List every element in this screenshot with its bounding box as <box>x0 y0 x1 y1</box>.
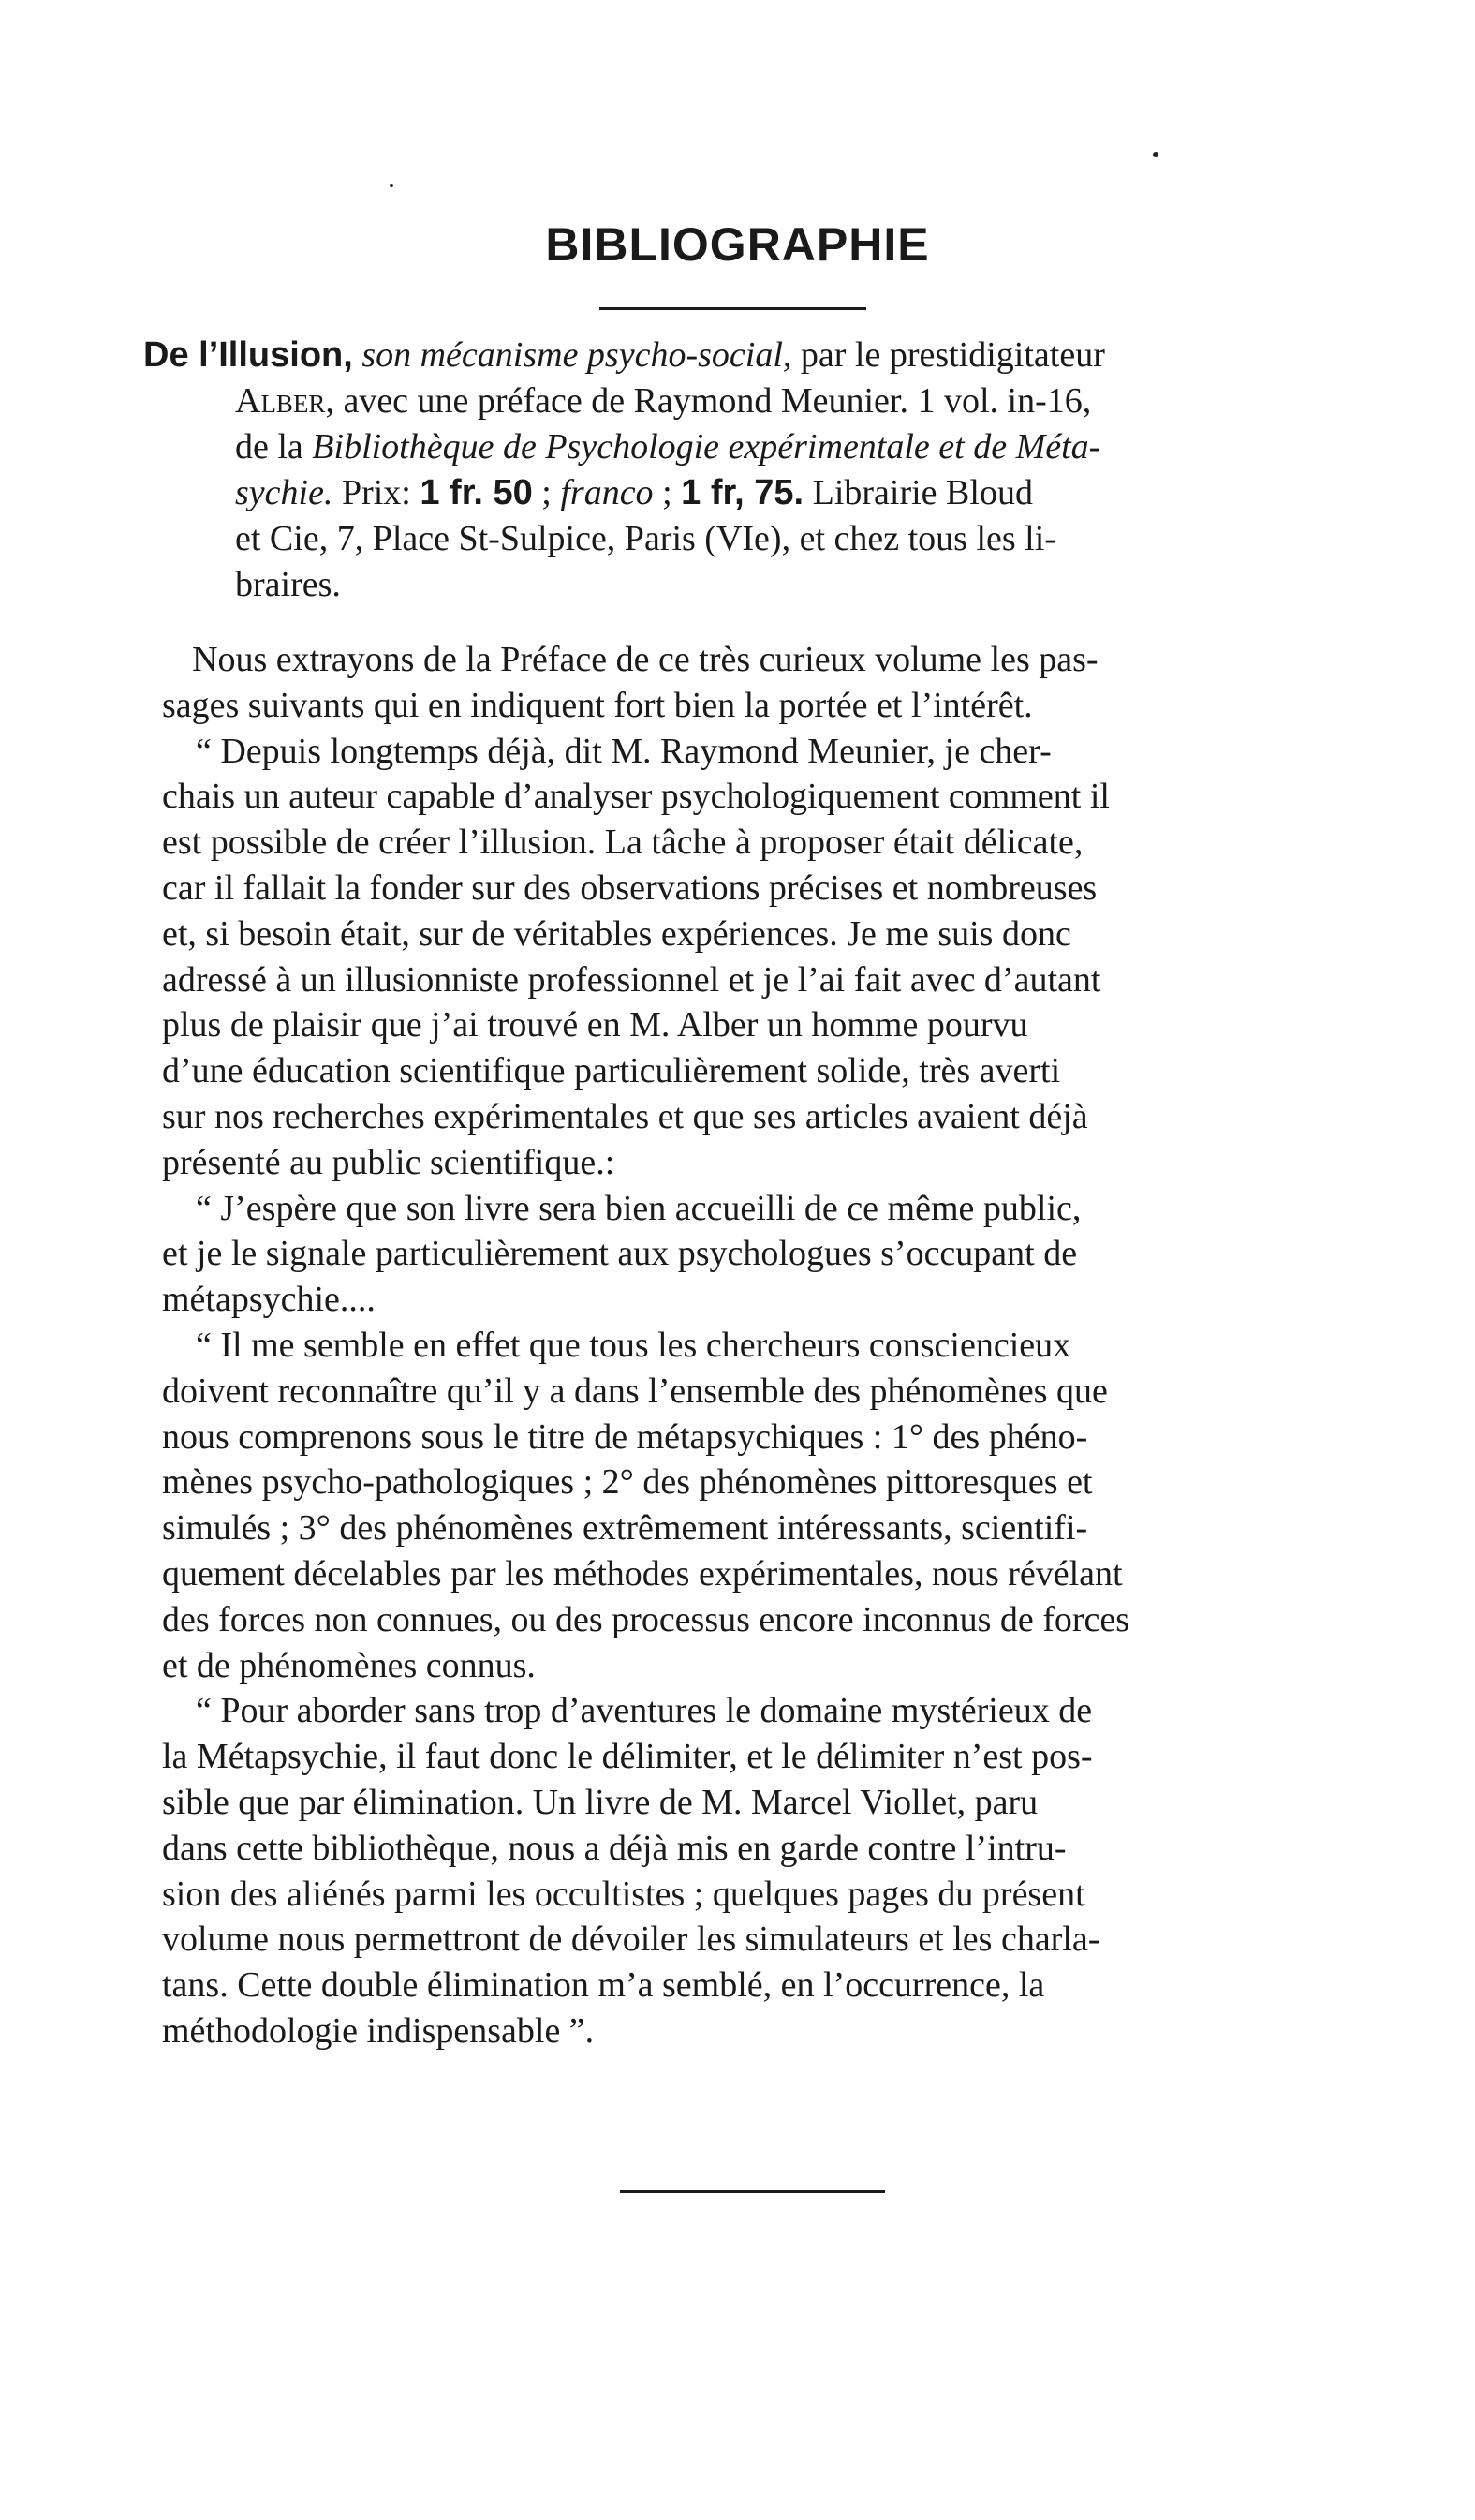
text-line: la Métapsychie, il faut donc le délimiter, et le délimiter n’est pos- <box>162 1737 1093 1777</box>
entry-text-run: braires. <box>235 565 341 604</box>
entry-text-run <box>353 335 362 375</box>
closing-rule <box>620 2190 885 2193</box>
text-line: Nous extrayons de la Préface de ce très curieux volume les pas- <box>192 640 1099 679</box>
entry-text-run: de la <box>235 427 313 467</box>
entry-text-run: 1 fr, 75. <box>681 473 804 512</box>
entry-text-run: De l’Illusion, <box>143 335 353 375</box>
review-text <box>162 637 1351 2054</box>
ink-speck <box>1153 152 1158 157</box>
text-line: et, si besoin était, sur de véritables expériences. Je me suis donc <box>162 913 1071 954</box>
text-line: simulés ; 3° des phénomènes extrêmement intéressants, scientifi- <box>162 1508 1088 1549</box>
text-line: méthodologie indispensable ”. <box>162 2010 595 2051</box>
text-line: tans. Cette double élimination m’a semblé, en l’occurrence, la <box>162 1965 1045 2006</box>
text-line: “ J’espère que son livre sera bien accueilli de ce même public, <box>196 1188 1082 1228</box>
text-line: sur nos recherches expérimentales et que ses articles avaient déjà <box>162 1096 1088 1136</box>
entry-text-run: et Cie, 7, Place St-Sulpice, Paris (VIe), et chez tous les li- <box>235 519 1056 558</box>
text-line: chais un auteur capable d’analyser psychologiquement comment il <box>162 777 1110 817</box>
title-rule <box>599 307 866 310</box>
text-line: volume nous permettront de dévoiler les simulateurs et les charla- <box>162 1920 1100 1960</box>
text-line: présenté au public scientifique.: <box>162 1142 615 1182</box>
text-line: doivent reconnaître qu’il y a dans l’ensemble des phénomènes que <box>162 1371 1108 1411</box>
entry-line <box>143 562 1333 608</box>
entry-text-run: Bibliothèque de Psychologie expérimentale et de Méta- <box>312 427 1101 467</box>
entry-text-run: Alber <box>235 381 326 421</box>
text-line: sion des aliénés parmi les occultistes ; quelques pages du présent <box>162 1874 1085 1914</box>
entry-text-run: 1 fr. 50 <box>420 473 533 512</box>
text-line: “ Il me semble en effet que tous les chercheurs consciencieux <box>196 1325 1071 1365</box>
entry-line <box>143 378 1333 424</box>
text-line: car il fallait la fonder sur des observations précises et nombreuses <box>162 867 1098 908</box>
entry-text-run: par le prestidigitateur <box>791 335 1105 375</box>
ink-speck <box>390 184 393 187</box>
text-line: sible que par élimination. Un livre de M. Marcel Viollet, paru <box>162 1782 1039 1822</box>
text-line: plus de plaisir que j’ai trouvé en M. Alber un homme pourvu <box>162 1005 1028 1045</box>
entry-line <box>143 470 1333 516</box>
text-line: d’une éducation scientifique particulièrement solide, très averti <box>162 1051 1061 1091</box>
entry-text-run: sychie. <box>235 473 333 512</box>
text-line: adressé à un illusionniste professionnel et je l’ai fait avec d’autant <box>162 959 1101 1000</box>
text-line: des forces non connues, ou des processus encore inconnus de forces <box>162 1599 1130 1639</box>
text-line: est possible de créer l’illusion. La tâche à proposer était délicate, <box>162 823 1084 863</box>
text-line: “ Pour aborder sans trop d’aventures le domaine mystérieux de <box>196 1691 1093 1731</box>
text-line: métapsychie.... <box>162 1280 376 1320</box>
page-title: BIBLIOGRAPHIE <box>545 218 930 271</box>
text-line: quement décelables par les méthodes expérimentales, nous révélant <box>162 1553 1123 1594</box>
entry-text-run: Prix: <box>332 473 420 512</box>
entry-line <box>143 424 1333 470</box>
text-line: dans cette bibliothèque, nous a déjà mis en garde contre l’intru- <box>162 1828 1067 1868</box>
text-line: et de phénomènes connus. <box>162 1645 536 1685</box>
entry-text-run: ; <box>653 473 682 512</box>
entry-line <box>143 333 1333 378</box>
text-line: “ Depuis longtemps déjà, dit M. Raymond Meunier, je cher- <box>196 731 1052 771</box>
text-line: mènes psycho-pathologiques ; 2° des phénomènes pittoresques et <box>162 1462 1093 1503</box>
text-line: sages suivants qui en indiquent fort bien la portée et l’intérêt. <box>162 685 1033 725</box>
entry-text-run: franco <box>560 473 654 512</box>
entry-text-run: ; <box>532 473 561 512</box>
entry-text-run: Librairie Bloud <box>804 473 1033 512</box>
text-line: nous comprenons sous le titre de métapsychiques : 1° des phéno- <box>162 1416 1088 1457</box>
entry-text-run: son mécanisme psycho-social, <box>361 335 792 375</box>
bibliography-entry <box>143 333 1333 608</box>
entry-line <box>143 516 1333 562</box>
entry-text-run: , avec une préface de Raymond Meunier. 1 vol. in-16, <box>325 381 1092 421</box>
text-line: et je le signale particulièrement aux psychologues s’occupant de <box>162 1234 1078 1274</box>
